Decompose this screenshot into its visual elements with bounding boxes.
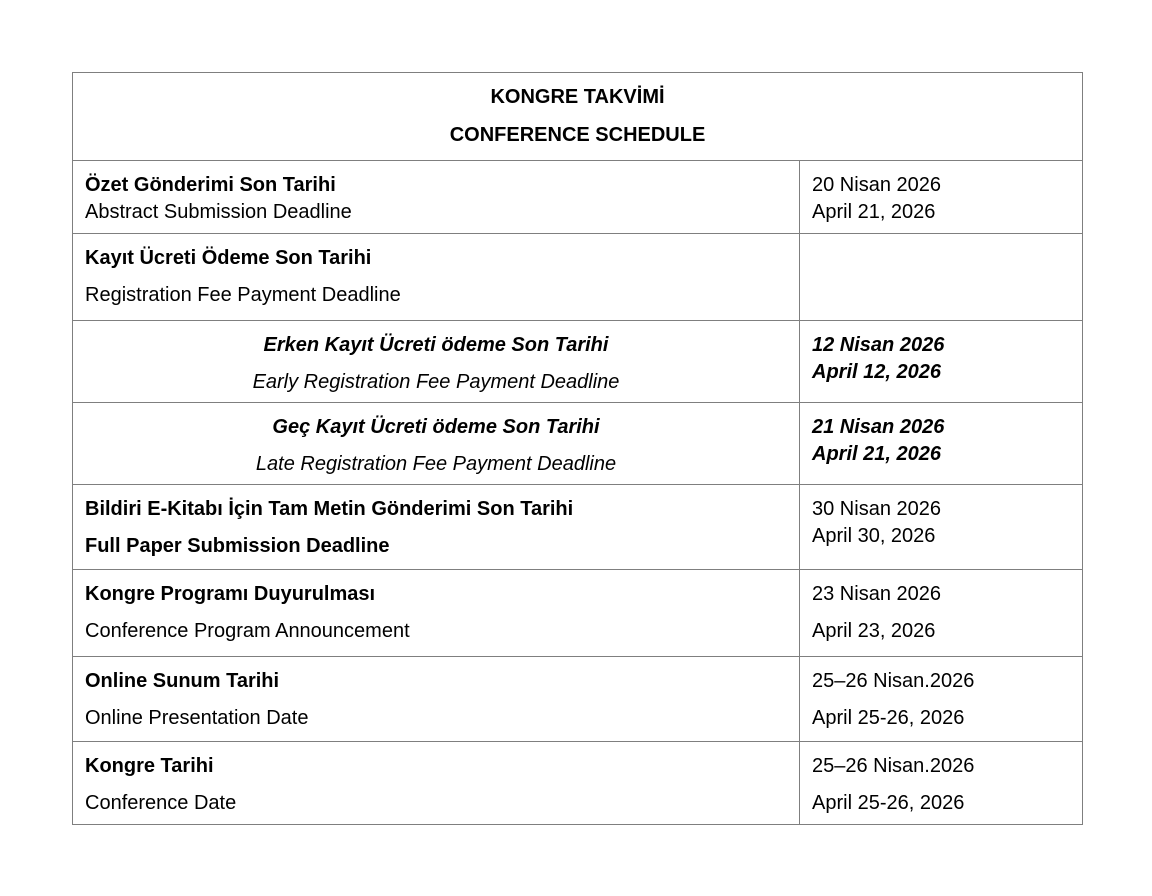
schedule-line: Bildiri E-Kitabı İçin Tam Metin Gönderimi Son Tarihi bbox=[85, 498, 574, 520]
schedule-row-full-paper-submission bbox=[73, 485, 1083, 570]
schedule-line: April 25-26, 2026 bbox=[812, 792, 965, 814]
schedule-line: Conference Date bbox=[85, 792, 237, 814]
schedule-line: April 23, 2026 bbox=[812, 620, 936, 642]
schedule-line: Kongre Programı Duyurulması bbox=[85, 583, 376, 605]
conference-schedule-table bbox=[72, 72, 1083, 825]
schedule-line: Online Sunum Tarihi bbox=[85, 670, 280, 692]
schedule-cell-registration-fee-payment-right bbox=[800, 234, 1083, 321]
schedule-header-cell bbox=[73, 73, 1083, 161]
schedule-cell-late-registration-fee-payment-right bbox=[800, 403, 1083, 485]
schedule-line: April 12, 2026 bbox=[812, 361, 941, 383]
schedule-cell-online-presentation-date-right bbox=[800, 657, 1083, 742]
schedule-title-english: CONFERENCE SCHEDULE bbox=[449, 124, 706, 146]
schedule-line: Kongre Tarihi bbox=[85, 755, 214, 777]
schedule-line: Abstract Submission Deadline bbox=[85, 201, 352, 223]
schedule-line: Geç Kayıt Ücreti ödeme Son Tarihi bbox=[272, 416, 600, 438]
schedule-table-body bbox=[73, 73, 1083, 825]
schedule-line: Özet Gönderimi Son Tarihi bbox=[85, 174, 336, 196]
schedule-title-turkish: KONGRE TAKVİMİ bbox=[490, 86, 665, 108]
schedule-row-registration-fee-payment bbox=[73, 234, 1083, 321]
schedule-row-early-registration-fee-payment bbox=[73, 321, 1083, 403]
schedule-cell-early-registration-fee-payment-right bbox=[800, 321, 1083, 403]
schedule-line: April 30, 2026 bbox=[812, 525, 936, 547]
schedule-cell-abstract-submission-left bbox=[73, 161, 800, 234]
schedule-line: Full Paper Submission Deadline bbox=[85, 535, 390, 557]
schedule-line: 12 Nisan 2026 bbox=[812, 334, 945, 356]
schedule-line: 25–26 Nisan.2026 bbox=[812, 755, 975, 777]
schedule-line: Erken Kayıt Ücreti ödeme Son Tarihi bbox=[263, 334, 609, 356]
schedule-row-late-registration-fee-payment bbox=[73, 403, 1083, 485]
schedule-cell-program-announcement-left bbox=[73, 570, 800, 657]
schedule-cell-program-announcement-right bbox=[800, 570, 1083, 657]
schedule-cell-conference-date-left bbox=[73, 742, 800, 825]
schedule-line: Kayıt Ücreti Ödeme Son Tarihi bbox=[85, 247, 372, 269]
schedule-cell-late-registration-fee-payment-left bbox=[73, 403, 800, 485]
schedule-header-row bbox=[73, 73, 1083, 161]
schedule-row-conference-date bbox=[73, 742, 1083, 825]
schedule-line: 30 Nisan 2026 bbox=[812, 498, 941, 520]
schedule-line: Registration Fee Payment Deadline bbox=[85, 284, 401, 306]
schedule-row-abstract-submission bbox=[73, 161, 1083, 234]
schedule-line: 23 Nisan 2026 bbox=[812, 583, 941, 605]
schedule-row-program-announcement bbox=[73, 570, 1083, 657]
schedule-cell-conference-date-right bbox=[800, 742, 1083, 825]
schedule-line: Conference Program Announcement bbox=[85, 620, 410, 642]
schedule-line: 21 Nisan 2026 bbox=[812, 416, 945, 438]
schedule-line: 20 Nisan 2026 bbox=[812, 174, 941, 196]
schedule-row-online-presentation-date bbox=[73, 657, 1083, 742]
schedule-cell-abstract-submission-right bbox=[800, 161, 1083, 234]
schedule-cell-early-registration-fee-payment-left bbox=[73, 321, 800, 403]
schedule-line: April 21, 2026 bbox=[812, 201, 936, 223]
schedule-line: Late Registration Fee Payment Deadline bbox=[255, 453, 617, 475]
schedule-line: 25–26 Nisan.2026 bbox=[812, 670, 975, 692]
schedule-cell-full-paper-submission-right bbox=[800, 485, 1083, 570]
schedule-cell-full-paper-submission-left bbox=[73, 485, 800, 570]
schedule-line: April 21, 2026 bbox=[812, 443, 941, 465]
schedule-cell-online-presentation-date-left bbox=[73, 657, 800, 742]
schedule-line: April 25-26, 2026 bbox=[812, 707, 965, 729]
schedule-line: Early Registration Fee Payment Deadline bbox=[252, 371, 620, 393]
schedule-cell-registration-fee-payment-left bbox=[73, 234, 800, 321]
schedule-line: Online Presentation Date bbox=[85, 707, 309, 729]
